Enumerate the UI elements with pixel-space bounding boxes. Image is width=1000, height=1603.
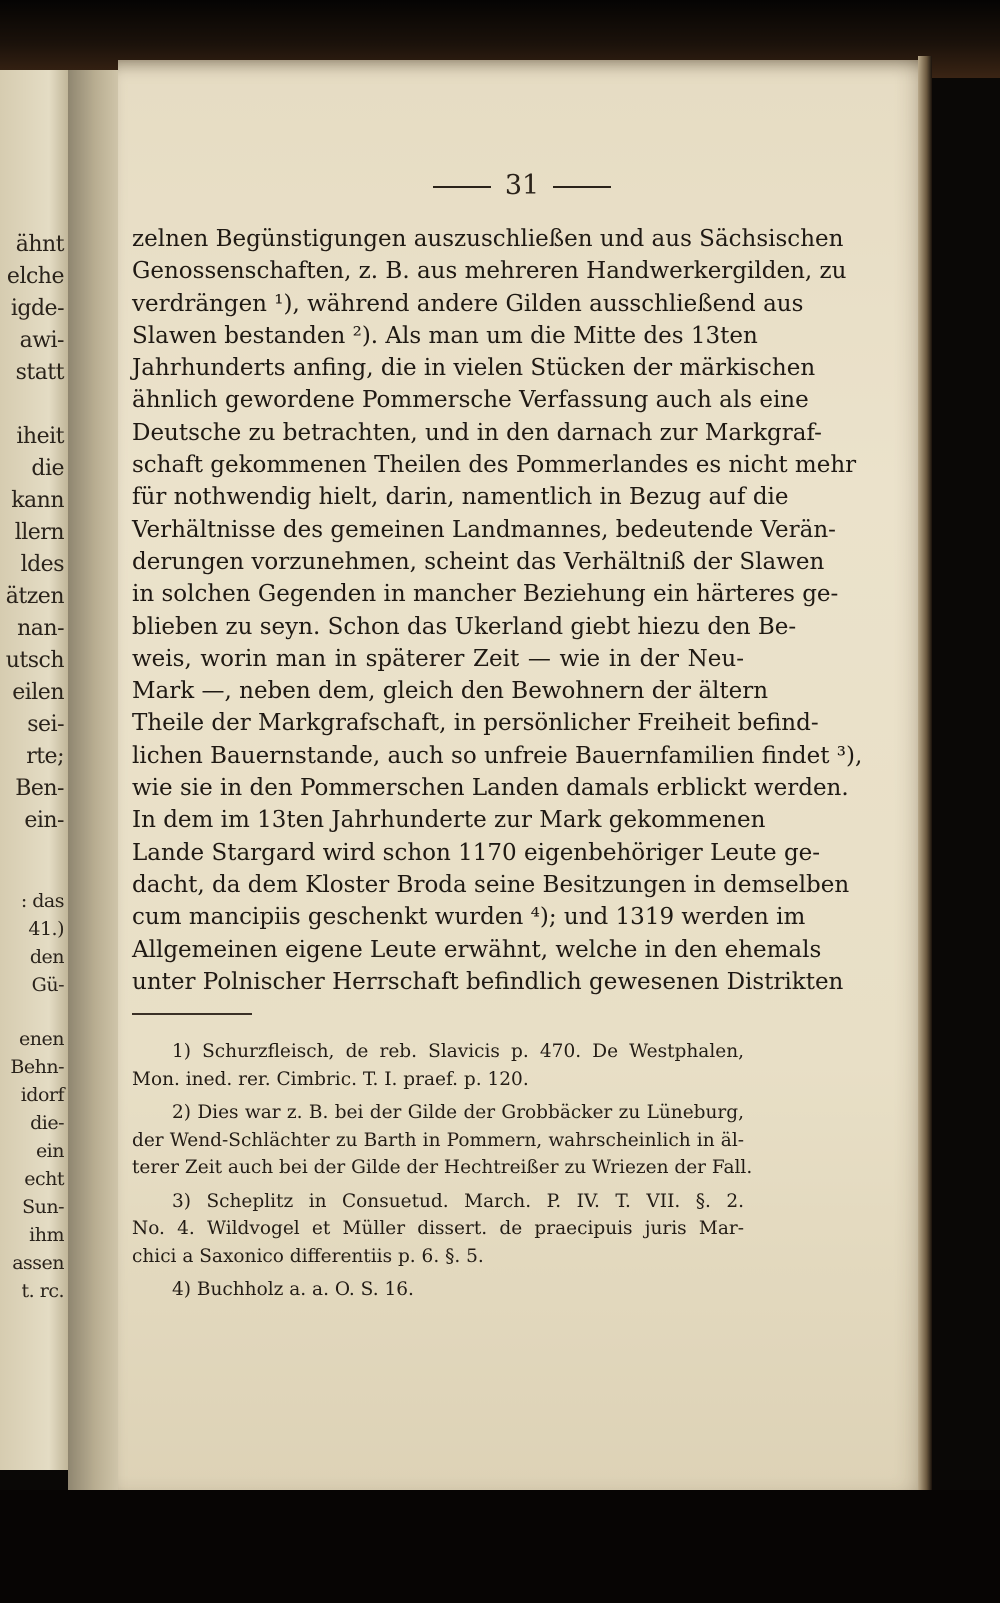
page-number: 31 [504,170,540,201]
left-fragment: awi- [19,328,64,353]
page-fore-edge [918,56,932,1496]
footnote-1 [132,1038,744,1093]
body-line: Mark —, neben dem, gleich den Bewohnern der ältern [132,678,769,705]
left-fragment: eilen [12,680,64,705]
body-line: in solchen Gegenden in mancher Beziehung ein härteres ge- [132,581,839,608]
left-fragment: enen [19,1028,64,1050]
left-fragment: 41.) [28,918,64,940]
left-fragment: echt [24,1168,64,1190]
left-fragment: sei- [27,712,64,737]
body-line: dacht, da dem Kloster Broda seine Besitzungen in demselben [132,871,850,898]
left-fragment: Behn- [10,1056,64,1078]
left-fragment: nan- [17,616,64,641]
body-line: ähnlich gewordene Pommersche Verfassung auch als eine [132,387,809,414]
left-fragment: iheit [16,424,64,449]
left-fragment: t. rc. [21,1280,64,1302]
previous-page-edge [0,70,70,1470]
body-line: lichen Bauernstande, auch so unfreie Bauernfamilien findet ³), [132,742,863,769]
footnote-2 [132,1099,753,1182]
footnote-line: der Wend-Schlächter zu Barth in Pommern, wahrscheinlich in äl- [132,1129,744,1151]
left-fragment: Sun- [22,1196,64,1218]
left-fragment: Ben- [15,776,64,801]
footnote-line: 1) Schurzfleisch, de reb. Slavicis p. 470. De Westphalen, [172,1041,744,1062]
left-fragment: kann [11,488,64,513]
left-fragment: die- [30,1112,64,1134]
footnotes [132,1038,753,1310]
body-line: Jahrhunderts anfing, die in vielen Stücken der märkischen [132,355,816,382]
left-fragment: den [29,946,64,968]
footnote-line: 2) Dies war z. B. bei der Gilde der Grobbäcker zu Lüneburg, [172,1102,744,1123]
body-line: verdrängen ¹), während andere Gilden ausschließend aus [132,290,804,317]
left-fragment: ähnt [15,232,64,257]
footnote-4 [132,1276,744,1304]
body-line: unter Polnischer Herrschaft befindlich gewesenen Distrikten [132,968,844,995]
body-line: wie sie in den Pommerschen Landen damals erblickt werden. [132,775,849,802]
body-line: für nothwendig hielt, darin, namentlich in Bezug auf die [132,484,789,511]
body-line: cum mancipiis geschenkt wurden ⁴); und 1319 werden im [132,904,806,931]
body-line: Deutsche zu betrachten, und in den darnach zur Markgraf- [132,419,822,446]
left-fragment: elche [6,264,64,289]
body-line: Theile der Markgrafschaft, in persönlicher Freiheit befind- [132,710,819,737]
footnote-line: chici a Saxonico differentiis p. 6. §. 5. [132,1245,484,1267]
footnote-line: No. 4. Wildvogel et Müller dissert. de praecipuis juris Mar- [132,1218,744,1239]
left-fragment: : das [20,890,64,912]
left-fragment: ein- [24,808,64,833]
header-rule-right [553,186,611,188]
body-line: zelnen Begünstigungen auszuschließen und aus Sächsischen [132,226,844,252]
footnote-line: 3) Scheplitz in Consuetud. March. P. IV. T. VII. §. 2. [172,1190,744,1212]
body-line: weis, worin man in späterer Zeit — wie in der Neu- [132,645,744,672]
body-line: Slawen bestanden ²). Als man um die Mitte des 13ten [132,322,758,349]
body-line: derungen vorzunehmen, scheint das Verhältniß der Slawen [132,548,825,575]
footnote-line: 4) Buchholz a. a. O. S. 16. [172,1279,414,1300]
book-page [118,60,926,1490]
left-fragment: ihm [29,1224,64,1246]
left-fragment: rte; [26,744,64,769]
page-header [118,170,926,201]
left-fragment: assen [12,1252,64,1274]
left-fragment: statt [15,360,64,385]
left-fragment: igde- [10,296,64,321]
left-fragment: ätzen [5,584,64,609]
left-fragment: ldes [20,552,64,577]
left-fragment: ein [35,1140,64,1162]
left-fragment: idorf [20,1084,64,1106]
left-fragment: utsch [5,648,64,673]
left-fragment: Gü- [31,974,64,996]
body-line: blieben zu seyn. Schon das Ukerland giebt hiezu den Be- [132,613,797,640]
body-line: schaft gekommenen Theilen des Pommerlandes es nicht mehr [132,452,857,479]
footnote-3 [132,1188,744,1271]
left-fragment: llern [14,520,64,545]
header-rule-left [433,186,491,188]
body-line: Genossenschaften, z. B. aus mehreren Handwerkergilden, zu [132,258,847,285]
body-line: In dem im 13ten Jahrhunderte zur Mark gekommenen [132,807,766,834]
book-binding-bottom [0,1490,1000,1603]
body-line: Lande Stargard wird schon 1170 eigenbehöriger Leute ge- [132,839,821,866]
body-text [132,223,863,998]
footnote-line: Mon. ined. rer. Cimbric. T. I. praef. p. 120. [132,1068,529,1090]
body-line: Allgemeinen eigene Leute erwähnt, welche in den ehemals [132,936,822,963]
footnote-separator [132,1013,252,1015]
body-line: Verhältnisse des gemeinen Landmannes, bedeutende Verän- [132,516,836,543]
left-fragment: die [31,456,64,481]
footnote-line: terer Zeit auch bei der Gilde der Hechtreißer zu Wriezen der Fall. [132,1157,753,1178]
